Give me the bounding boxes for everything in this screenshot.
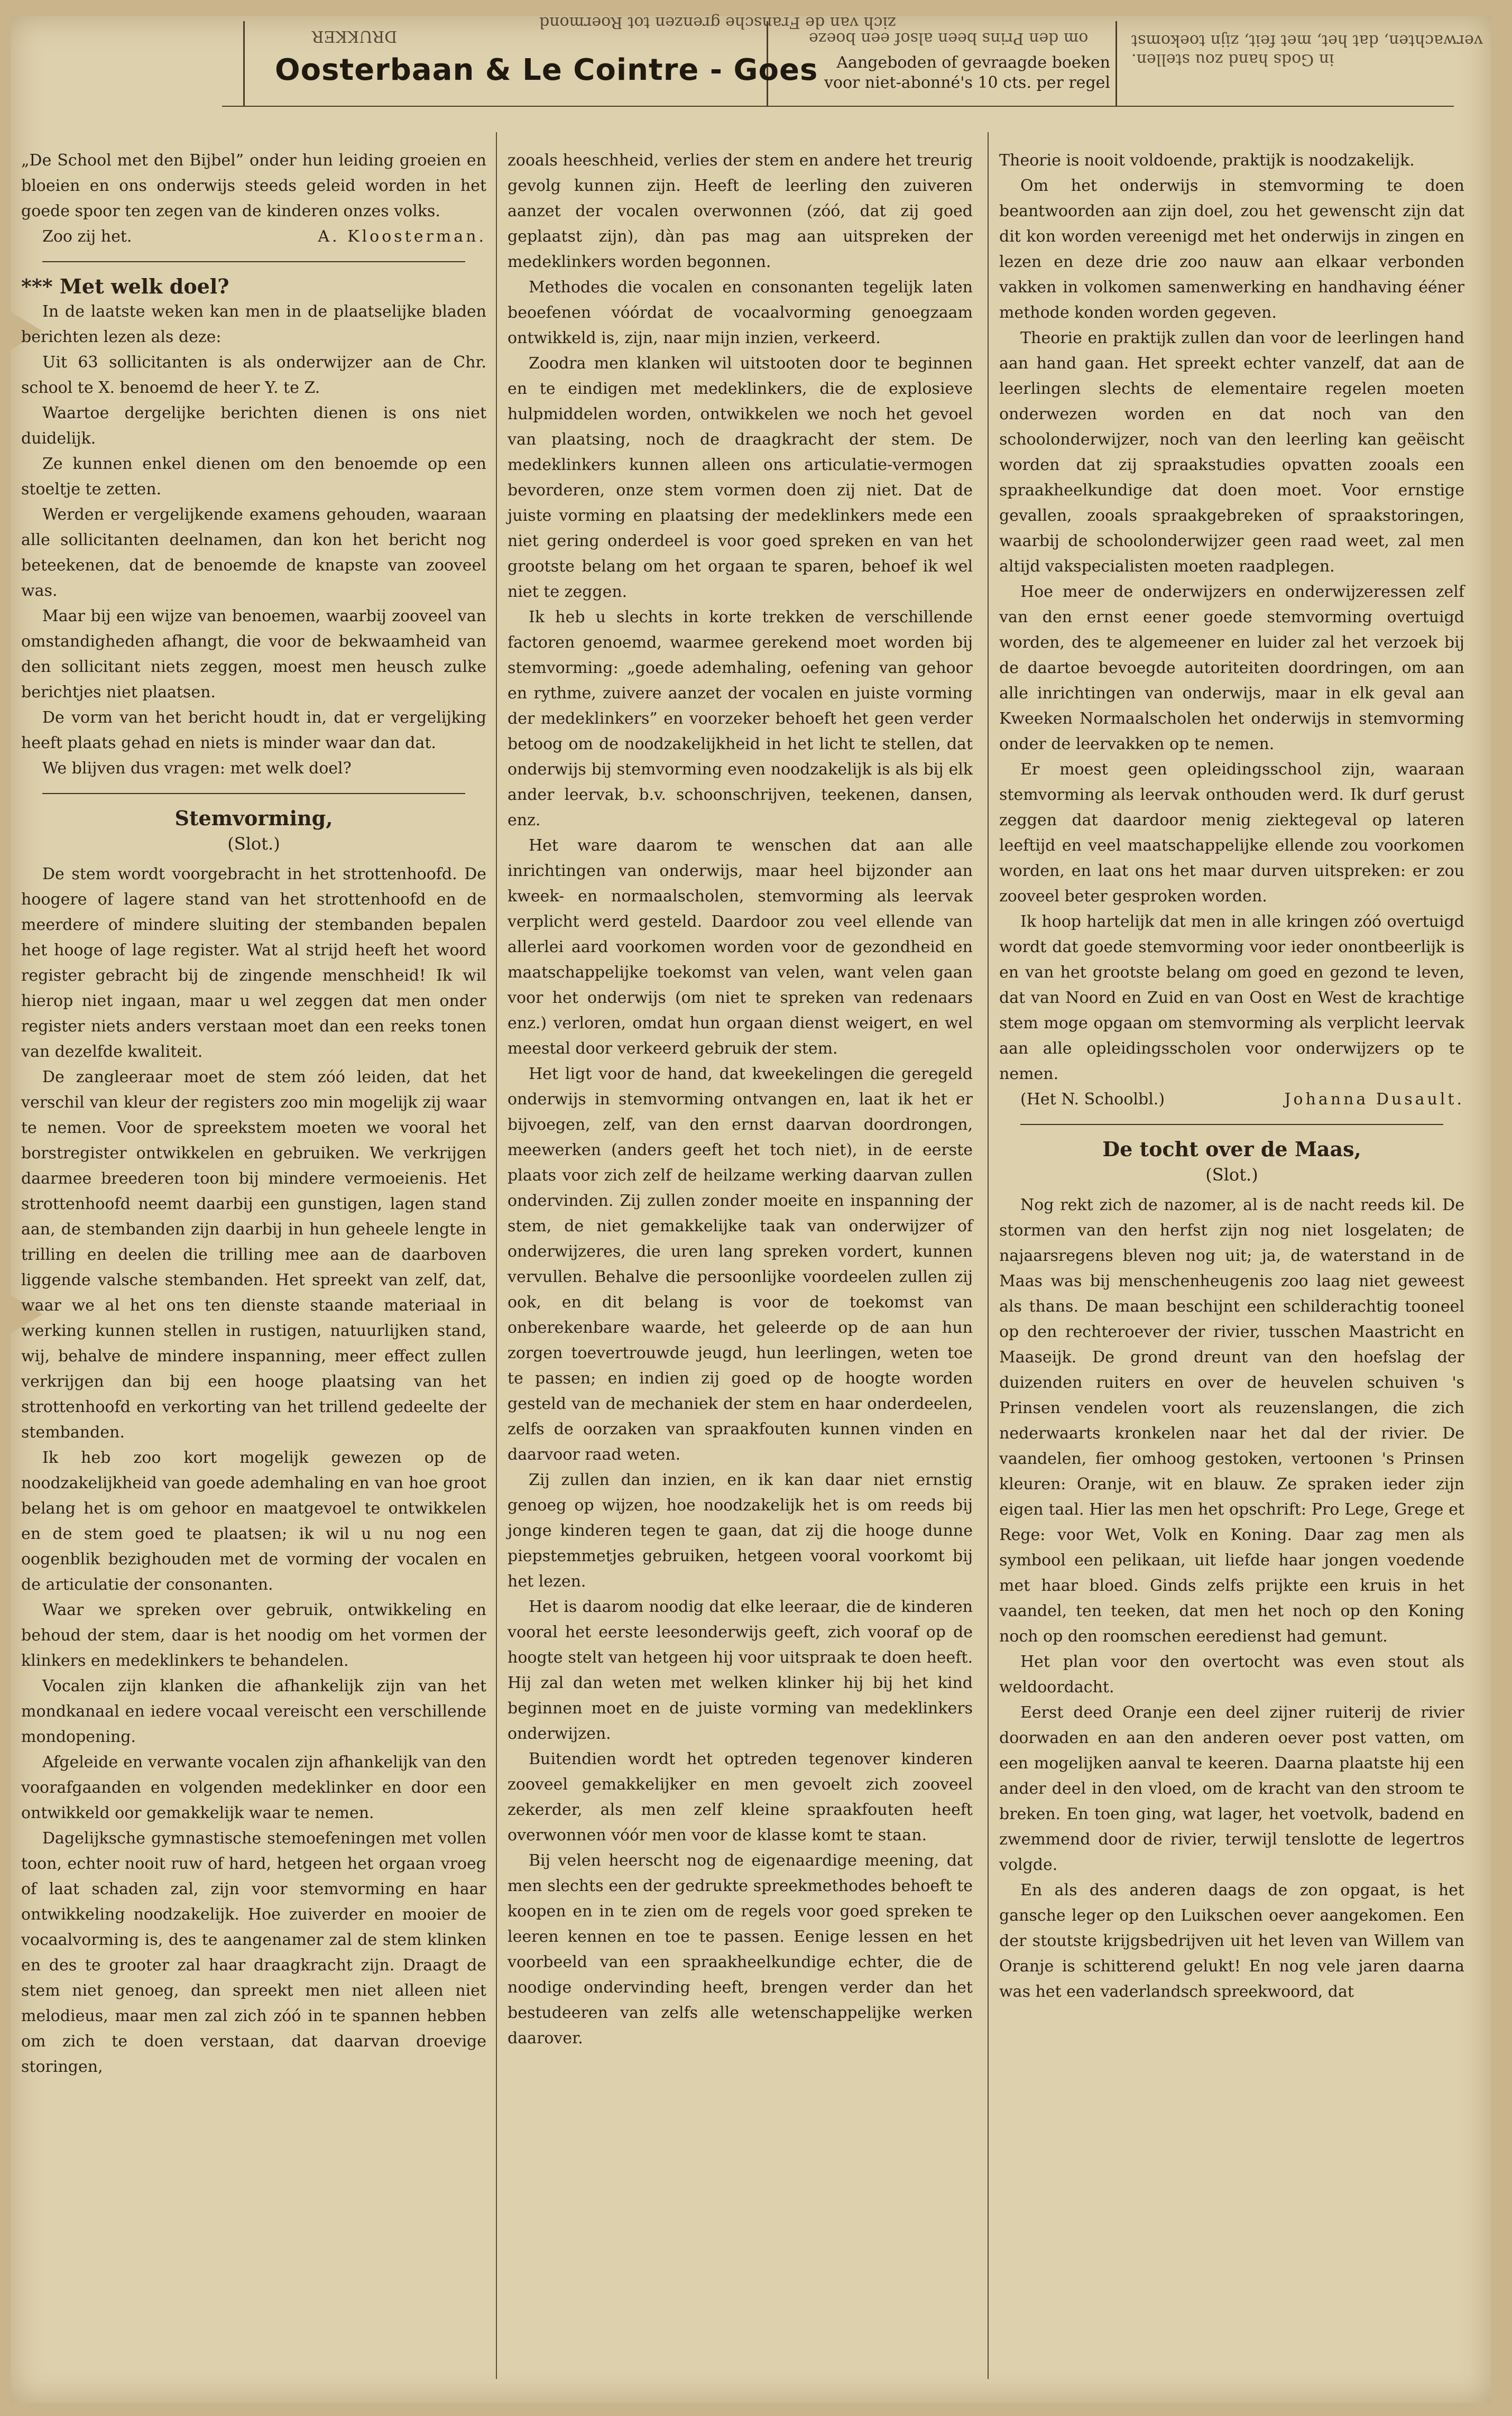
paragraph: Dagelijksche gymnastische stemoefeningen met vollen toon, echter nooit ruw of hard, hetgeen het orgaan vroeg of laat schaden zal, zijn voor stemvorming en haar ontwikkeling noodzakelijk. Hoe zuiverder en mooier de vocaalvorming is, des te aangenamer zal de stem klinken en des te grooter zal haar draagkracht zijn. Draagt de stem niet genoeg, dan spreekt men niet alleen niet melodieus, maar men zal zich zóó in te spannen hebben om zich te doen verstaan, dat daarvan droevige storingen, — [21, 1829, 486, 2076]
paragraph: Werden er vergelijkende examens gehouden, waaraan alle sollicitanten deelnamen, dan kon het bericht nog beteekenen, dat de benoemde de knapste van zooveel was. — [21, 505, 486, 600]
paragraph: Waar we spreken over gebruik, ontwikkeling en behoud der stem, daar is het noodig om het vormen der klinkers en medeklinkers te behandelen. — [21, 1601, 486, 1670]
paragraph: In de laatste weken kan men in de plaatselijke bladen berichten lezen als deze: — [21, 302, 486, 346]
paragraph: Het is daarom noodig dat elke leeraar, die de kinderen vooral het eerste leesonderwijs geeft, zich vooraf op de hoogte stelt van hetgeen hij voor uitspraak te doen heeft. Hij zal dan weten met welken klinker hij bij het kind beginnen moet en de juiste vorming van medeklinkers onderwijzen. — [508, 1598, 973, 1743]
article-heading: De tocht over de Maas, — [1102, 1137, 1361, 1161]
author-name: Johanna Dusault. — [1284, 1090, 1464, 1109]
mirrored-text: in Gods hand zou stellen. — [1131, 50, 1334, 69]
paragraph: En als des anderen daags de zon opgaat, is het gansche leger op den Luikschen oever aangekomen. Een der stoutste krijgsbedrijven uit het leven van Willem van Oranje is schitterend gelukt! En nog vele jaren daarna was het een vaderlandsch spreekwoord, dat — [999, 1881, 1464, 2001]
paragraph: De vorm van het bericht houdt in, dat er vergelijking heeft plaats gehad en niets is minder waar dan dat. — [21, 708, 486, 752]
mirrored-text: zich van de Fransche grenzen tot Roermond — [539, 13, 896, 32]
mirrored-text: om den Prins been alsof een boeze — [809, 29, 1089, 48]
masthead-divider — [243, 21, 245, 106]
paragraph: Om het onderwijs in stemvorming te doen beantwoorden aan zijn doel, zou het gewenscht zijn dat dit kon worden vereenigd met het onderwijs in zingen en lezen en deze drie zoo nauw aan elkaar verbonden vakken in volkomen samenwerking en handhaving ééner methode konden worden gegeven. — [999, 177, 1464, 322]
newspaper-page — [11, 13, 1491, 2403]
paragraph: Ik hoop hartelijk dat men in alle kringen zóó overtuigd wordt dat goede stemvorming voor ieder onontbeerlijk is en van het grootste belang om goed en gezond te leven, dat van Noord en Zuid en van Oost en West de krachtige stem moge opgaan om stemvorming als verplicht leervak aan alle opleidingsscholen voor onderwijzers op te nemen. — [999, 912, 1464, 1083]
paragraph: Zoodra men klanken wil uitstooten door te beginnen en te eindigen met medeklinkers, die de explosieve hulpmiddelen worden, ontwikkelen we noch het gevoel van plaatsing, noch de draagkracht der stem. De medeklinkers kunnen alleen ons articulatie-vermogen bevorderen, onze stem vormen doen zij niet. Dat de juiste vorming en plaatsing der medeklinkers mede een niet gering onderdeel is voor goed spreken en van het grootste belang om het orgaan te sparen, behoef ik wel niet te zeggen. — [508, 354, 973, 601]
article-heading: Stemvorming, — [174, 806, 333, 830]
paragraph: Bij velen heerscht nog de eigenaardige meening, dat men slechts een der gedrukte spreekmethodes behoeft te koopen en in te zien om de regels voor goed spreken te leeren kennen en toe te passen. Eenige lessen en het voorbeeld van een spraakheelkundige echter, die de noodige ondervinding heeft, brengen verder dan het bestudeeren van zelfs alle wetenschappelijke werken daarover. — [508, 1851, 973, 2048]
article-subheading: (Slot.) — [1205, 1165, 1258, 1185]
section-rule — [1020, 1124, 1443, 1125]
paragraph: Er moest geen opleidingsschool zijn, waaraan stemvorming als leervak onthouden werd. Ik durf gerust zeggen dat daardoor menig ziektegeval op lateren leeftijd en veel maatschappelijke ellende zou voorkomen worden, en laat ons het maar durven uitspreken: er zou zooveel beter gesproken worden. — [999, 760, 1464, 906]
author-name: A. Kloosterman. — [318, 227, 486, 246]
section-rule — [42, 261, 465, 262]
paragraph: Ik heb u slechts in korte trekken de verschillende factoren genoemd, waarmee gerekend moet worden bij stemvorming: „goede ademhaling, oefening van gehoor en rythme, zuivere aanzet der vocalen en juiste vorming der medeklinkers” en voorzeker behoeft het geen verder betoog om de noodzakelijkheid in het licht te stellen, dat onderwijs bij stemvorming even noodzakelijk is als bij elk ander leervak, b.v. schoonschrijven, teekenen, dansen, enz. — [508, 608, 973, 829]
paragraph: We blijven dus vragen: met welk doel? — [42, 759, 352, 778]
article-subheading: (Slot.) — [227, 834, 280, 854]
column-1 — [21, 148, 486, 2080]
column-3 — [999, 148, 1464, 2005]
masthead — [222, 13, 1483, 107]
paragraph: Maar bij een wijze van benoemen, waarbij zooveel van omstandigheden afhangt, die voor de bekwaamheid van den sollicitant niets zeggen, moest men heusch zulke berichtjes niet plaatsen. — [21, 607, 486, 702]
column-2 — [508, 148, 973, 2051]
paragraph: Buitendien wordt het optreden tegenover kinderen zooveel gemakkelijker en men gevoelt zich zooveel zekerder, als men zelf kleine spraakfouten heeft overwonnen vóór men voor de klasse komt te staan. — [508, 1750, 973, 1845]
section-rule — [42, 793, 465, 794]
source-credit: (Het N. Schoolbl.) — [1020, 1090, 1165, 1109]
signature — [21, 224, 486, 250]
mirrored-text: verwachten, dat het, met feit, zijn toekomst — [1131, 31, 1483, 50]
paragraph: Nog rekt zich de nazomer, al is de nacht reeds kil. De stormen van den herfst zijn nog niet losgelaten; de najaarsregens bleven nog uit; ja, de waterstand in de Maas was bij menschenheugenis zoo laag niet geweest als thans. De maan beschijnt een schilderachtig tooneel op den rechteroever der rivier, tusschen Maastricht en Maaseijk. De grond dreunt van den hoefslag der duizenden ruiters en over de heuvelen schuiven 's Prinsen vendelen voort als reuzenslangen, die zich nederwaarts kronkelen naar het dal der rivier. De vaandelen, fier omhoog gestoken, vertoonen 's Prinsen kleuren: Oranje, wit en blauw. Ze spraken ieder zijn eigen taal. Hier las men het opschrift: Pro Lege, Grege et Rege: voor Wet, Volk en Koning. Daar zag men als symbool een pelikaan, uit liefde haar jongen voedende met haar bloed. Ginds zelfs prijkte een kruis in het vaandel, ten teeken, dat men het noch op den Koning noch op den roomschen eeredienst had gemunt. — [999, 1196, 1464, 1646]
paragraph: Vocalen zijn klanken die afhankelijk zijn van het mondkanaal en iedere vocaal vereischt een verschillende mondopening. — [21, 1677, 486, 1746]
paragraph: Ik heb zoo kort mogelijk gewezen op de noodzakelijkheid van goede ademhaling en van hoe groot belang het is om gehoor en maatgevoel te ontwikkelen en de stem goed te plaatsen; ik wil u nu nog een oogenblik bezighouden met de vorming der vocalen en de articulatie der consonanten. — [21, 1449, 486, 1594]
column-rule — [496, 132, 497, 2379]
paragraph: Waartoe dergelijke berichten dienen is ons niet duidelijk. — [21, 404, 486, 448]
advert-line: Aangeboden of gevraagde boeken — [836, 53, 1110, 72]
paragraph: Uit 63 sollicitanten is als onderwijzer aan de Chr. school te X. benoemd de heer Y. te Z. — [21, 353, 486, 397]
paragraph: Het ligt voor de hand, dat kweekelingen die geregeld onderwijs in stemvorming ontvangen en, laat ik het er bijvoegen, zelf, van den ernst daarvan doordrongen, meewerken (anders geeft het toch niet), in de eerste plaats voor zich zelf de heilzame werking daarvan zullen ondervinden. Zij zullen zonder moeite en inspanning der stem, de niet gemakkelijke taak van onderwijzer of onderwijzeres, die uren lang spreken vordert, kunnen vervullen. Behalve die persoonlijke voordeelen zullen zij ook, en dit belang is voor de toekomst van onberekenbare waarde, het geleerde op de aan hun zorgen toevertrouwde jeugd, hun leerlingen, weten toe te passen; en indien zij goed op de hoogte worden gesteld van de mechaniek der stem en haar onderdeelen, zelfs de oorzaken van spraakfouten kunnen vinden en daarvoor raad weten. — [508, 1065, 973, 1464]
paragraph: De stem wordt voorgebracht in het strottenhoofd. De hoogere of lagere stand van het strottenhoofd en de meerdere of mindere sluiting der stembanden bepalen het hooge of lage register. Wat al strijd heeft het woord register gebracht bij de zingende menschheid! Ik wil hierop niet ingaan, maar u wel zeggen dat men onder register niets anders verstaan moet dan een reeks tonen van dezelfde kwaliteit. — [21, 865, 486, 1061]
advert-line: voor niet-abonné's 10 cts. per regel — [824, 73, 1110, 92]
paragraph: Ze kunnen enkel dienen om den benoemde op een stoeltje te zetten. — [21, 455, 486, 499]
signature — [999, 1087, 1464, 1112]
paragraph: Theorie is nooit voldoende, praktijk is noodzakelijk. — [999, 151, 1415, 170]
paragraph: „De School met den Bijbel” onder hun leiding groeien en bloeien en ons onderwijs steeds geleid worden in het goede spoor ten zegen van de kinderen onzes volks. — [21, 151, 486, 220]
signature-left: Zoo zij het. — [42, 227, 132, 246]
paragraph: Het ware daarom te wenschen dat aan alle inrichtingen van onderwijs, maar heel bijzonder aan kweek- en normaalscholen, stemvorming als leervak verplicht werd gesteld. Daardoor zou veel ellende van allerlei aard voorkomen worden voor de gezondheid en maatschappelijke toekomst van velen, want velen gaan voor het onderwijs (om niet te spreken van redenaars enz.) verloren, omdat hun orgaan dienst weigert, en wel meestal door verkeerd gebruik der stem. — [508, 836, 973, 1058]
printer-name: Oosterbaan & Le Cointre - Goes — [275, 53, 818, 87]
article-heading: *** Met welk doel? — [21, 274, 229, 298]
mirrored-text: DRUKKER — [312, 27, 398, 45]
paragraph: Theorie en praktijk zullen dan voor de leerlingen hand aan hand gaan. Het spreekt echter vanzelf, dat aan de leerlingen slechts de elementaire regelen moeten onderwezen worden en dat noch van den schoolonderwijzer, noch van den leerling kan geëischt worden dat zij spraakstudies opvatten zooals een spraakheelkundige dat doen moet. Voor ernstige gevallen, zooals spraakgebreken of spraakstoringen, waarbij de schoolonderwijzer geen raad weet, zal men altijd vakspecialisten moeten raadplegen. — [999, 329, 1464, 576]
column-rule — [988, 132, 989, 2379]
paragraph: Eerst deed Oranje een deel zijner ruiterij de rivier doorwaden en aan den anderen oever post vatten, om een mogelijken aanval te keeren. Daarna plaatste hij een ander deel in den vloed, om de kracht van den stroom te breken. En toen ging, wat lager, het voetvolk, badend en zwemmend door de rivier, terwijl tenslotte de legertros volgde. — [999, 1703, 1464, 1874]
paragraph: Methodes die vocalen en consonanten tegelijk laten beoefenen vóórdat de vocaalvorming genoegzaam ontwikkeld is, zijn, naar mijn inzien, verkeerd. — [508, 278, 973, 347]
paragraph: Zij zullen dan inzien, en ik kan daar niet ernstig genoeg op wijzen, hoe noodzakelijk het is om reeds bij jonge kinderen tegen te gaan, dat zij die hooge dunne piepstemmetjes gebruiken, hetgeen vooral voorkomt bij het lezen. — [508, 1471, 973, 1591]
paragraph: Hoe meer de onderwijzers en onderwijzeressen zelf van den ernst eener goede stemvorming overtuigd worden, des te algemeener en luider zal het verzoek bij de daartoe bevoegde autoriteiten doordringen, om aan alle inrichtingen van onderwijs, maar in elk geval aan Kweeken Normaalscholen het onderwijs in stemvorming onder de leervakken op te nemen. — [999, 583, 1464, 753]
paragraph: zooals heeschheid, verlies der stem en andere het treurig gevolg kunnen zijn. Heeft de leerling den zuiveren aanzet der vocalen overwonnen (zóó, dat zij goed geplaatst zijn), dàn pas mag aan uitspreken der medeklinkers worden begonnen. — [508, 151, 973, 271]
advert-note — [814, 53, 1110, 93]
masthead-divider — [1115, 21, 1117, 106]
paragraph: De zangleeraar moet de stem zóó leiden, dat het verschil van kleur der registers zoo min mogelijk zij waar te nemen. Voor de spreekstem moeten we vooral het borstregister ontwikkelen en gebruiken. We verkrijgen daarmee breederen toon bij mindere vermoeienis. Het strottenhoofd neemt daarbij een gunstigen, lagen stand aan, de stembanden zijn daarbij in hun geheele lengte in trilling en deelen die trilling mee aan de daarboven liggende valsche stembanden. Het spreekt van zelf, dat, waar we al het ons ten dienste staande materiaal in werking kunnen stellen in rustigen, natuurlijken stand, wij, behalve de mindere inspanning, meer effect zullen verkrijgen dan bij een hooge plaatsing van het strottenhoofd en verkorting van het trillend gedeelte der stembanden. — [21, 1068, 486, 1442]
paragraph: Afgeleide en verwante vocalen zijn afhankelijk van den voorafgaanden en volgenden medeklinker en door een ontwikkeld oor gemakkelijk waar te nemen. — [21, 1753, 486, 1822]
paragraph: Het plan voor den overtocht was even stout als weldoordacht. — [999, 1653, 1464, 1696]
